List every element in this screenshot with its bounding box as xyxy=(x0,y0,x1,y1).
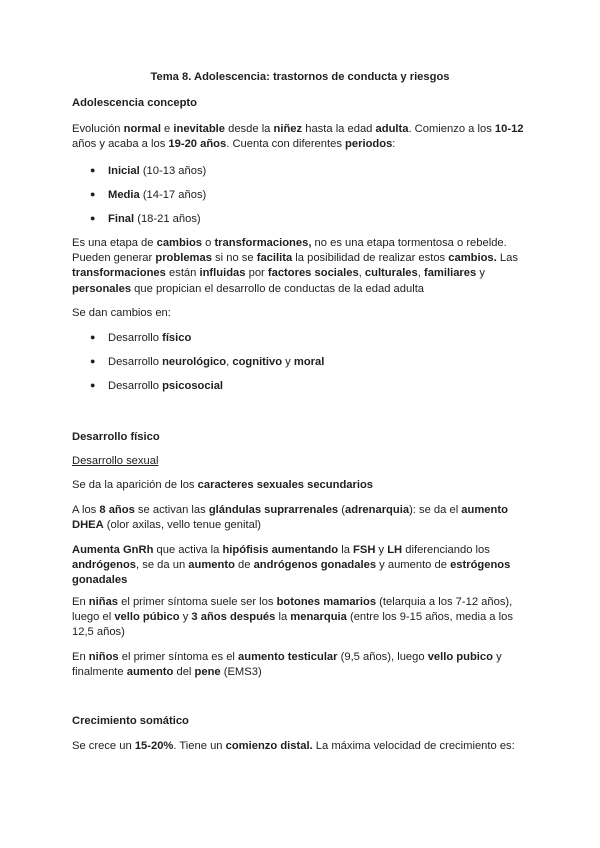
text-run: y finalmente xyxy=(72,651,502,679)
bold-text-run: influidas xyxy=(199,267,246,280)
bullet-text xyxy=(108,380,223,392)
bold-text-run: adulta xyxy=(375,123,409,135)
bold-text-run: cambios xyxy=(156,237,202,249)
bullet-final: ● Final (18-21 años) xyxy=(90,213,201,225)
bold-text-run: glándulas suprarrenales xyxy=(208,504,339,516)
bold-text-run: niños xyxy=(88,651,119,663)
bullet-desarrollo-psicosocial: ● Desarrollo psicosocial xyxy=(90,380,224,392)
bold-text-run: niñas xyxy=(88,596,119,608)
text-run: la posibilidad de realizar estos xyxy=(292,252,449,265)
bold-text-run: Inicial xyxy=(108,165,140,177)
text-run: (olor axilas, vello tenue genital) xyxy=(103,519,262,532)
heading-adolescencia-concepto: Adolescencia concepto xyxy=(72,97,197,109)
text-run: si no se xyxy=(211,252,257,265)
text-run: del xyxy=(173,666,195,679)
paragraph-caracteres xyxy=(72,478,532,493)
text-run: Se crece un xyxy=(72,740,135,752)
bold-text-run: adrenarquia xyxy=(345,504,410,516)
bold-text-run: hipófisis aumentando xyxy=(222,544,339,556)
bold-text-run: aumento DHEA xyxy=(72,504,508,532)
text-run: (telarquia a los 7-12 años), luego el xyxy=(72,596,513,624)
text-run: Se da la aparición de los xyxy=(72,479,198,491)
bold-text-run: 8 años xyxy=(99,504,135,516)
heading-crecimiento-somatico: Crecimiento somático xyxy=(72,715,189,727)
text-run: . Tiene un xyxy=(173,740,226,752)
bold-text-run: transformaciones, xyxy=(214,237,312,249)
bold-text-run: inevitable xyxy=(173,123,225,135)
text-run: A los xyxy=(72,504,100,516)
bold-text-run: aumento xyxy=(188,559,235,572)
text-run: . Cuenta con diferentes xyxy=(226,138,346,151)
bold-text-run: estrógenos gonadales xyxy=(72,559,511,587)
text-run: En xyxy=(72,596,89,608)
bold-text-run: normal xyxy=(123,123,161,135)
text-run: y xyxy=(476,267,485,280)
text-run: y xyxy=(375,544,388,556)
text-run: la xyxy=(275,611,291,624)
bold-text-run: personales xyxy=(72,282,132,295)
bold-text-run: Aumenta GnRh xyxy=(72,544,154,556)
bullet-media: ● Media (14-17 años) xyxy=(90,189,207,201)
bullet-text xyxy=(108,356,324,368)
bold-text-run: neurológico xyxy=(162,356,227,368)
bold-text-run: niñez xyxy=(273,123,303,135)
text-run: (10-13 años) xyxy=(139,165,207,177)
bold-text-run: Final xyxy=(108,213,135,225)
text-run: por xyxy=(245,267,268,280)
bold-text-run: cambios. xyxy=(448,252,497,265)
bullet-desarrollo-fisico: ● Desarrollo físico xyxy=(90,332,192,344)
paragraph-se-dan-cambios: Se dan cambios en: xyxy=(72,307,171,319)
text-run: el primer síntoma suele ser los xyxy=(118,596,277,608)
text-run: , se da un xyxy=(136,559,189,572)
bold-text-run: 15-20% xyxy=(134,740,174,752)
text-run: Es una etapa de xyxy=(72,237,157,249)
bold-text-run: físico xyxy=(162,332,192,344)
text-run: Evolución xyxy=(72,123,124,135)
bold-text-run: caracteres sexuales secundarios xyxy=(197,479,374,491)
bold-text-run: factores sociales xyxy=(267,267,359,280)
paragraph-crecimiento xyxy=(72,739,532,754)
text-run: (9,5 años), luego xyxy=(337,651,428,663)
bold-text-run: andrógenos xyxy=(72,559,137,572)
bullet-text xyxy=(108,332,191,344)
text-run: y aumento de xyxy=(376,559,451,572)
bold-text-run: Media xyxy=(108,189,140,201)
bold-text-run: aumento xyxy=(126,666,174,679)
bullet-text xyxy=(108,213,201,225)
text-run: no es una etapa tormentosa o rebelde. Pueden generar xyxy=(72,237,507,265)
text-run: Desarrollo xyxy=(108,356,163,368)
bold-text-run: botones mamarios xyxy=(276,596,377,608)
text-run: : xyxy=(392,138,396,151)
bold-text-run: comienzo distal. xyxy=(225,740,313,752)
text-run: ): se da el xyxy=(409,504,462,516)
text-run: La máxima velocidad de crecimiento es: xyxy=(312,740,515,752)
text-run: (entre los 9-15 años, media a los 12,5 años) xyxy=(72,611,513,639)
bold-text-run: LH xyxy=(387,544,403,556)
text-run: Desarrollo xyxy=(108,332,163,344)
text-run: de xyxy=(234,559,254,572)
paragraph-etapa-cambios xyxy=(72,236,532,297)
bold-text-run: 19-20 años xyxy=(168,138,227,151)
text-run: e xyxy=(160,123,174,135)
paragraph-gnrh xyxy=(72,543,532,589)
doc-title: Tema 8. Adolescencia: trastornos de conducta y riesgos xyxy=(150,71,450,83)
text-run: están xyxy=(165,267,200,280)
paragraph-evolucion xyxy=(72,122,532,152)
bold-text-run: culturales xyxy=(364,267,418,280)
text-run: se activan las xyxy=(134,504,209,516)
bold-text-run: moral xyxy=(293,356,325,368)
bold-text-run: transformaciones xyxy=(72,267,166,280)
text-run: Desarrollo xyxy=(108,380,163,392)
text-run: o xyxy=(202,237,215,249)
text-run: Las xyxy=(496,252,518,265)
bold-text-run: problemas xyxy=(155,252,212,265)
text-run: desde la xyxy=(225,123,274,135)
bold-text-run: cognitivo xyxy=(232,356,283,368)
text-run: que propician el desarrollo de conductas de la edad adulta xyxy=(131,282,425,295)
text-run: , xyxy=(226,356,233,368)
text-run: , xyxy=(358,267,365,280)
bold-text-run: familiares xyxy=(423,267,477,280)
text-run: (EMS3) xyxy=(220,666,262,679)
text-run: En xyxy=(72,651,89,663)
text-run: que activa la xyxy=(153,544,223,556)
paragraph-ninas xyxy=(72,595,532,641)
text-run: y xyxy=(282,356,294,368)
text-run: . Comienzo a los xyxy=(408,123,495,135)
paragraph-ninos xyxy=(72,650,532,680)
bullet-inicial: ● Inicial (10-13 años) xyxy=(90,165,207,177)
text-run: años y acaba a los xyxy=(72,138,169,151)
bold-text-run: psicosocial xyxy=(162,380,224,392)
bold-text-run: 3 años después xyxy=(191,611,276,624)
text-run: el primer síntoma es el xyxy=(118,651,239,663)
subheading-desarrollo-sexual: Desarrollo sexual xyxy=(72,455,159,467)
bullet-text xyxy=(108,165,206,177)
bullet-desarrollo-neurologico: ● Desarrollo neurológico, cognitivo y moral xyxy=(90,356,325,368)
bold-text-run: menarquia xyxy=(290,611,347,624)
paragraph-adrenarquia xyxy=(72,503,532,533)
text-run: diferenciando los xyxy=(402,544,490,556)
heading-desarrollo-fisico: Desarrollo físico xyxy=(72,431,160,443)
text-run: (14-17 años) xyxy=(139,189,207,201)
bold-text-run: FSH xyxy=(353,544,376,556)
bold-text-run: periodos xyxy=(345,138,393,151)
bold-text-run: vello pubico xyxy=(427,651,493,663)
text-run: y xyxy=(179,611,192,624)
text-run: hasta la edad xyxy=(302,123,376,135)
bullet-text xyxy=(108,189,206,201)
bold-text-run: vello púbico xyxy=(114,611,180,624)
text-run: la xyxy=(338,544,354,556)
text-run: (18-21 años) xyxy=(134,213,201,225)
bold-text-run: 10-12 xyxy=(494,123,524,135)
text-run: , xyxy=(417,267,424,280)
bold-text-run: andrógenos gonadales xyxy=(253,559,377,572)
bold-text-run: pene xyxy=(194,666,221,679)
bold-text-run: aumento testicular xyxy=(238,651,338,663)
text-run: ( xyxy=(338,504,346,516)
bold-text-run: facilita xyxy=(256,252,293,265)
